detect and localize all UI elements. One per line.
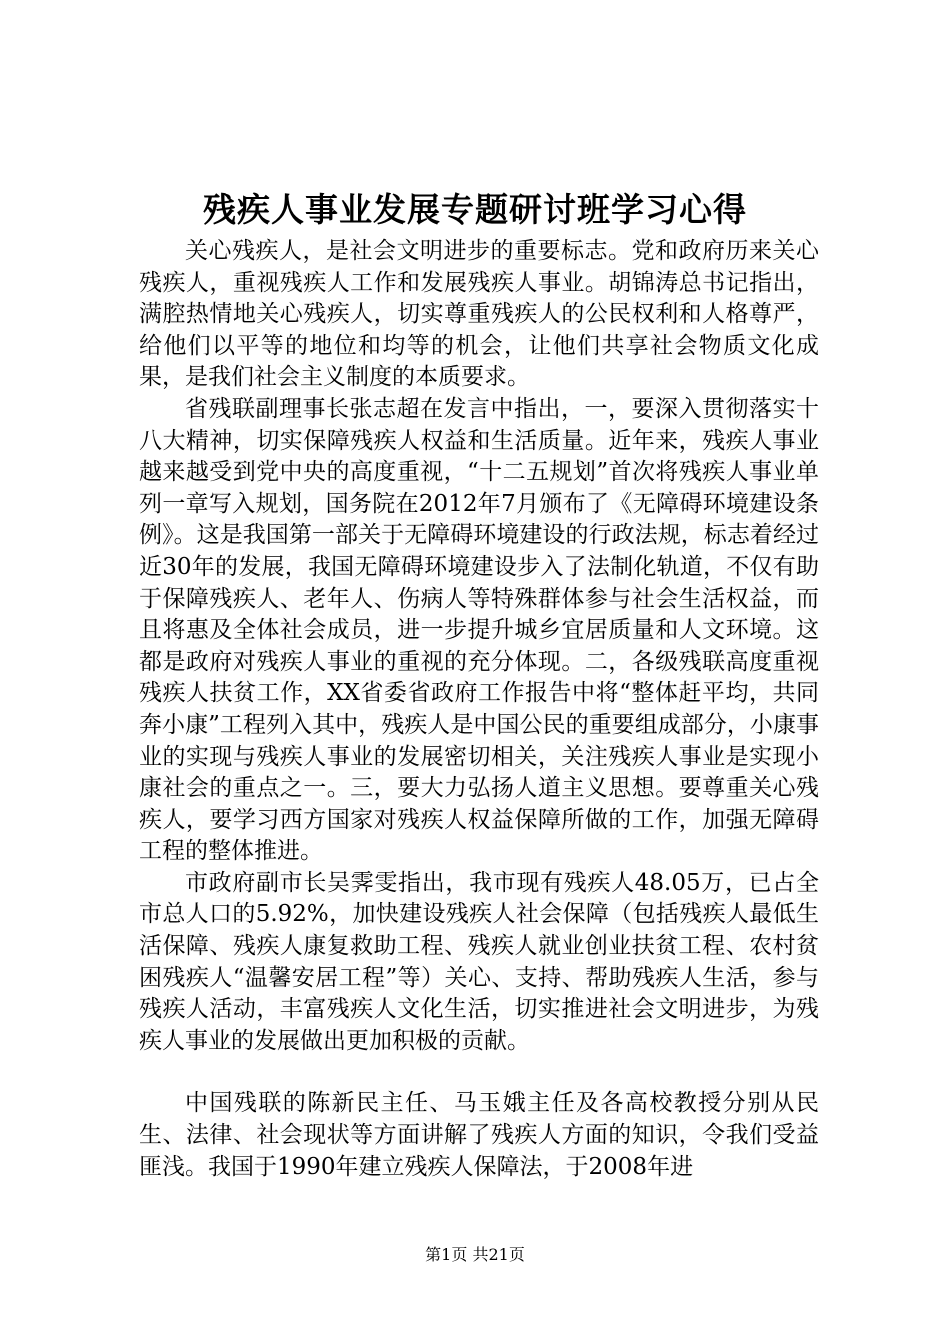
paragraph: 市政府副市长吴霁雯指出，我市现有残疾人48.05万，已占全市总人口的5.92%，加快建设残疾人社会保障（包括残疾人最低生活保障、残疾人康复救助工程、残疾人就业创业扶贫工程、农村贫困残疾人“温馨安居工程”等）关心、支持、帮助残疾人生活，参与残疾人活动，丰富残疾人文化生活，切实推进社会文明进步，为残疾人事业的发展做出更加积极的贡献。 [139, 869, 819, 1054]
page-footer [0, 1242, 950, 1265]
page-number: 第1页 [425, 1245, 468, 1264]
page-total: 共21页 [472, 1245, 525, 1264]
document-body [139, 236, 819, 1183]
paragraph: 省残联副理事长张志超在发言中指出，一，要深入贯彻落实十八大精神，切实保障残疾人权益和生活质量。近年来，残疾人事业越来越受到党中央的高度重视，“十二五规划”首次将残疾人事业单列一章写入规划，国务院在2012年7月颁布了《无障碍环境建设条例》。这是我国第一部关于无障碍环境建设的行政法规，标志着经过近30年的发展，我国无障碍环境建设步入了法制化轨道，不仅有助于保障残疾人、老年人、伤病人等特殊群体参与社会生活权益，而且将惠及全体社会成员，进一步提升城乡宜居质量和人文环境。这都是政府对残疾人事业的重视的充分体现。二，各级残联高度重视残疾人扶贫工作，XX省委省政府工作报告中将“整体赶平均，共同奔小康”工程列入其中，残疾人是中国公民的重要组成部分，小康事业的实现与残疾人事业的发展密切相关，关注残疾人事业是实现小康社会的重点之一。三，要大力弘扬人道主义思想。要尊重关心残疾人，要学习西方国家对残疾人权益保障所做的工作，加强无障碍工程的整体推进。 [139, 395, 819, 865]
document-title: 残疾人事业发展专题研讨班学习心得 [203, 190, 747, 229]
paragraph: 中国残联的陈新民主任、马玉娥主任及各高校教授分别从民生、法律、社会现状等方面讲解了残疾人方面的知识，令我们受益匪浅。我国于1990年建立残疾人保障法，于2008年进 [139, 1090, 819, 1180]
paragraph: 关心残疾人，是社会文明进步的重要标志。党和政府历来关心残疾人，重视残疾人工作和发展残疾人事业。胡锦涛总书记指出，满腔热情地关心残疾人，切实尊重残疾人的公民权利和人格尊严，给他们以平等的地位和均等的机会，让他们共享社会物质文化成果，是我们社会主义制度的本质要求。 [139, 238, 819, 391]
